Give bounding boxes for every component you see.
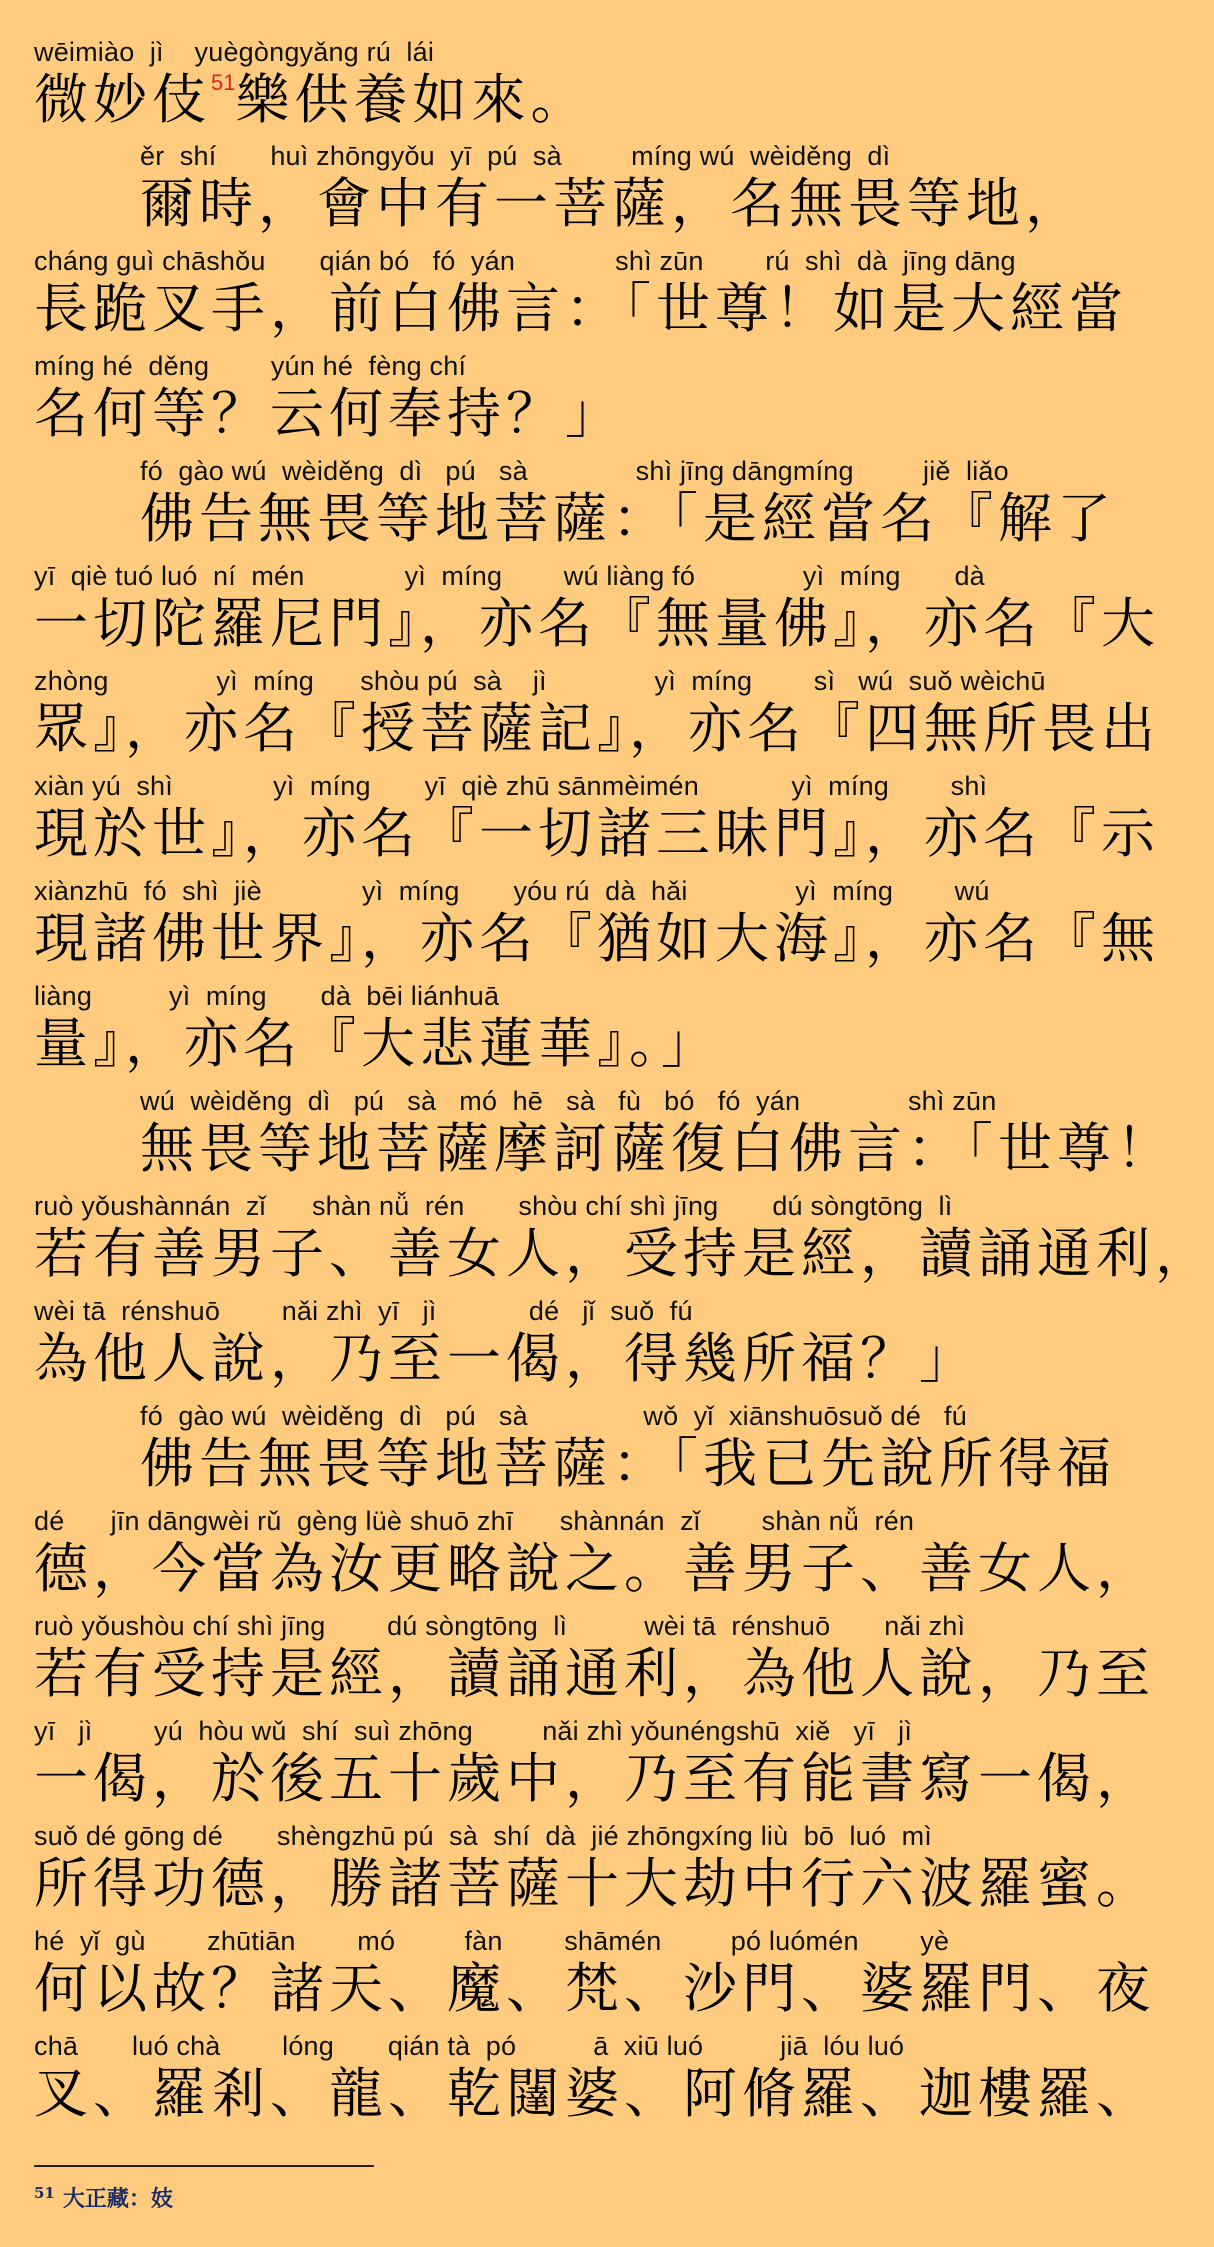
pinyin-line: wēimiào jì yuègòngyǎng rú lái — [34, 37, 435, 67]
hanzi-line: 德，今當為汝更略說之。善男子、善女人， — [34, 1537, 1155, 1600]
footnote-number: 51 — [34, 2184, 55, 2202]
pinyin-line: hé yǐ gù zhūtiān mó fàn shāmén pó luómén yè — [34, 1926, 950, 1956]
verse-line — [34, 768, 1160, 876]
hanzi-line: 量』，亦名『大悲蓮華』。」 — [34, 1012, 720, 1075]
verse-line — [140, 138, 1084, 246]
hanzi-line: 叉、羅剎、龍、乾闥婆、阿脩羅、迦樓羅、 — [34, 2062, 1155, 2125]
verse-line — [34, 558, 1160, 666]
pinyin-line: wèi tā rénshuō nǎi zhì yī jì dé jǐ suǒ fú — [34, 1296, 693, 1326]
verse-line — [34, 1503, 1155, 1611]
hanzi-line: 名何等？云何奉持？」 — [34, 382, 624, 445]
pinyin-line: ruò yǒushòu chí shì jīng dú sòngtōng lì wèi tā rénshuō nǎi zhì — [34, 1611, 966, 1641]
hanzi-line: 現於世』，亦名『一切諸三昧門』，亦名『示 — [34, 802, 1160, 865]
hanzi-text: 微妙伎 — [34, 68, 211, 131]
hanzi-line: 何以故？諸天、魔、梵、沙門、婆羅門、夜 — [34, 1957, 1155, 2020]
pinyin-line: yī qiè tuó luó ní mén yì míng wú liàng fó yì míng dà — [34, 561, 985, 591]
verse-line — [34, 243, 1128, 351]
hanzi-line: 爾時，會中有一菩薩，名無畏等地， — [140, 172, 1084, 235]
hanzi-line: 長跪叉手，前白佛言：「世尊！如是大經當 — [34, 277, 1128, 340]
hanzi-line: 一切陀羅尼門』，亦名『無量佛』，亦名『大 — [34, 592, 1160, 655]
pinyin-line: xiànzhū fó shì jiè yì míng yóu rú dà hǎi yì míng wú — [34, 876, 990, 906]
hanzi-line: 所得功德，勝諸菩薩十大劫中行六波羅蜜。 — [34, 1852, 1155, 1915]
verse-line — [34, 978, 1060, 1086]
pinyin-line: cháng guì chāshǒu qián bó fó yán shì zūn rú shì dà jīng dāng — [34, 246, 1016, 276]
hanzi-line: 一偈，於後五十歲中，乃至有能書寫一偈， — [34, 1747, 1155, 1810]
verse-line — [34, 1713, 1155, 1821]
verse-line — [34, 1608, 1155, 1716]
hanzi-text: 樂供養如來。 — [235, 68, 590, 131]
hanzi-line: 佛告無畏等地菩薩：「是經當名『解了 — [140, 487, 1116, 550]
pinyin-line: suǒ dé gōng dé shèngzhū pú sà shí dà jié zhōngxíng liù bō luó mì — [34, 1821, 932, 1851]
pinyin-line: fó gào wú wèiděng dì pú sà shì jīng dāngmíng jiě liǎo — [140, 456, 1009, 486]
pinyin-line: ruò yǒushànnán zǐ shàn nǚ rén shòu chí shì jīng dú sòngtōng lì — [34, 1191, 953, 1221]
hanzi-line: 若有善男子、善女人，受持是經，讀誦通利， — [34, 1222, 1214, 1285]
verse-line — [34, 1923, 1155, 2031]
pinyin-line: wú wèiděng dì pú sà mó hē sà fù bó fó yán shì zūn — [140, 1086, 997, 1116]
verse-line — [34, 663, 1160, 771]
verse-line — [34, 348, 1060, 456]
hanzi-line: 眾』，亦名『授菩薩記』，亦名『四無所畏出 — [34, 697, 1160, 760]
verse-line — [34, 1188, 1214, 1296]
pinyin-line: xiàn yú shì yì míng yī qiè zhū sānmèimén yì míng shì — [34, 771, 988, 801]
verse-line — [34, 1293, 1060, 1401]
verse-line — [140, 453, 1116, 561]
verse-line — [34, 1818, 1155, 1926]
pinyin-line: chā luó chà lóng qián tà pó ā xiū luó jiā lóu luó — [34, 2031, 905, 2061]
verse-line — [34, 34, 1060, 142]
verse-line — [140, 1398, 1116, 1506]
pinyin-line: zhòng yì míng shòu pú sà jì yì míng sì wú suǒ wèichū — [34, 666, 1046, 696]
pinyin-line: yī jì yú hòu wǔ shí suì zhōng nǎi zhì yǒunéngshū xiě yī jì — [34, 1716, 913, 1746]
hanzi-line — [34, 68, 1060, 132]
hanzi-line: 為他人說，乃至一偈，得幾所福？」 — [34, 1327, 978, 1390]
verse-line — [140, 1083, 1175, 1191]
pinyin-line: ěr shí huì zhōngyǒu yī pú sà míng wú wèiděng dì — [140, 141, 891, 171]
footnote-marker[interactable]: 51 — [211, 70, 236, 95]
pinyin-line: míng hé děng yún hé fèng chí — [34, 351, 467, 381]
footnote-divider — [34, 2165, 374, 2167]
hanzi-line: 無畏等地菩薩摩訶薩復白佛言：「世尊！ — [140, 1117, 1175, 1180]
pinyin-line: dé jīn dāngwèi rǔ gèng lüè shuō zhī shànnán zǐ shàn nǚ rén — [34, 1506, 915, 1536]
verse-line — [34, 2028, 1155, 2136]
hanzi-line: 佛告無畏等地菩薩：「我已先說所得福 — [140, 1432, 1116, 1495]
pinyin-line: liàng yì míng dà bēi liánhuā — [34, 981, 500, 1011]
hanzi-line: 若有受持是經，讀誦通利，為他人說，乃至 — [34, 1642, 1155, 1705]
pinyin-line: fó gào wú wèiděng dì pú sà wǒ yǐ xiānshuōsuǒ dé fú — [140, 1401, 967, 1431]
hanzi-line: 現諸佛世界』，亦名『猶如大海』，亦名『無 — [34, 907, 1160, 970]
verse-line — [34, 873, 1160, 981]
footnote-text: 大正藏：妓 — [62, 2186, 173, 2212]
footnote — [34, 2178, 173, 2214]
